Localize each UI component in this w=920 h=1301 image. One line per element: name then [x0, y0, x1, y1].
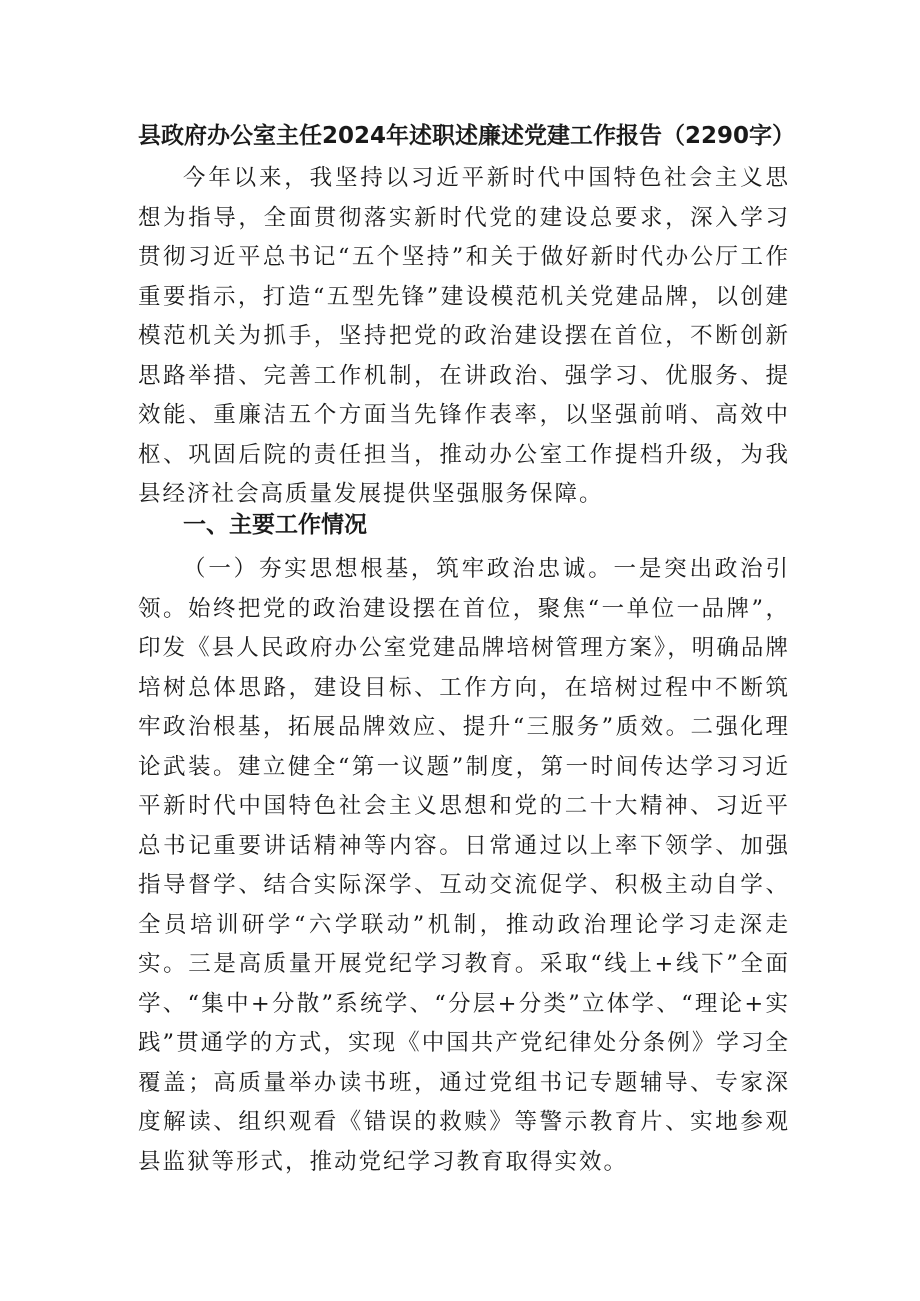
section-paragraph-political-loyalty: （一）夯实思想根基，筑牢政治忠诚。一是突出政治引领。始终把党的政治建设摆在首位，聚焦“一单位一品牌”，印发《县人民政府办公室党建品牌培树管理方案》，明确品牌培树总体思路，建设目标、工作方向，在培树过程中不断筑牢政治根基，拓展品牌效应、提升“三服务”质效。二强化理论武装。建立健全“第一议题”制度，第一时间传达学习习近平新时代中国特色社会主义思想和党的二十大精神、习近平总书记重要讲话精神等内容。日常通过以上率下领学、加强指导督学、结合实际深学、互动交流促学、积极主动自学、全员培训研学“六学联动”机制，推动政治理论学习走深走实。三是高质量开展党纪学习教育。采取“线上+线下”全面学、“集中+分散”系统学、“分层+分类”立体学、“理论+实践”贯通学的方式，实现《中国共产党纪律处分条例》学习全覆盖；高质量举办读书班，通过党组书记专题辅导、专家深度解读、组织观看《错误的救赎》等警示教育片、实地参观县监狱等形式，推动党纪学习教育取得实效。: [138, 556, 790, 1175]
document-title: 县政府办公室主任2024年述职述廉述党建工作报告（2290字）: [138, 123, 796, 149]
intro-paragraph: 今年以来，我坚持以习近平新时代中国特色社会主义思想为指导，全面贯彻落实新时代党的建设总要求，深入学习贯彻习近平总书记“五个坚持”和关于做好新时代办公厅工作重要指示，打造“五型先锋”建设模范机关党建品牌，以创建模范机关为抓手，坚持把党的政治建设摆在首位，不断创新思路举措、完善工作机制，在讲政治、强学习、优服务、提效能、重廉洁五个方面当先锋作表率，以坚强前哨、高效中枢、巩固后院的责任担当，推动办公室工作提档升级，为我县经济社会高质量发展提供坚强服务保障。: [138, 165, 790, 507]
section-heading-main-work: 一、主要工作情况: [183, 512, 367, 538]
